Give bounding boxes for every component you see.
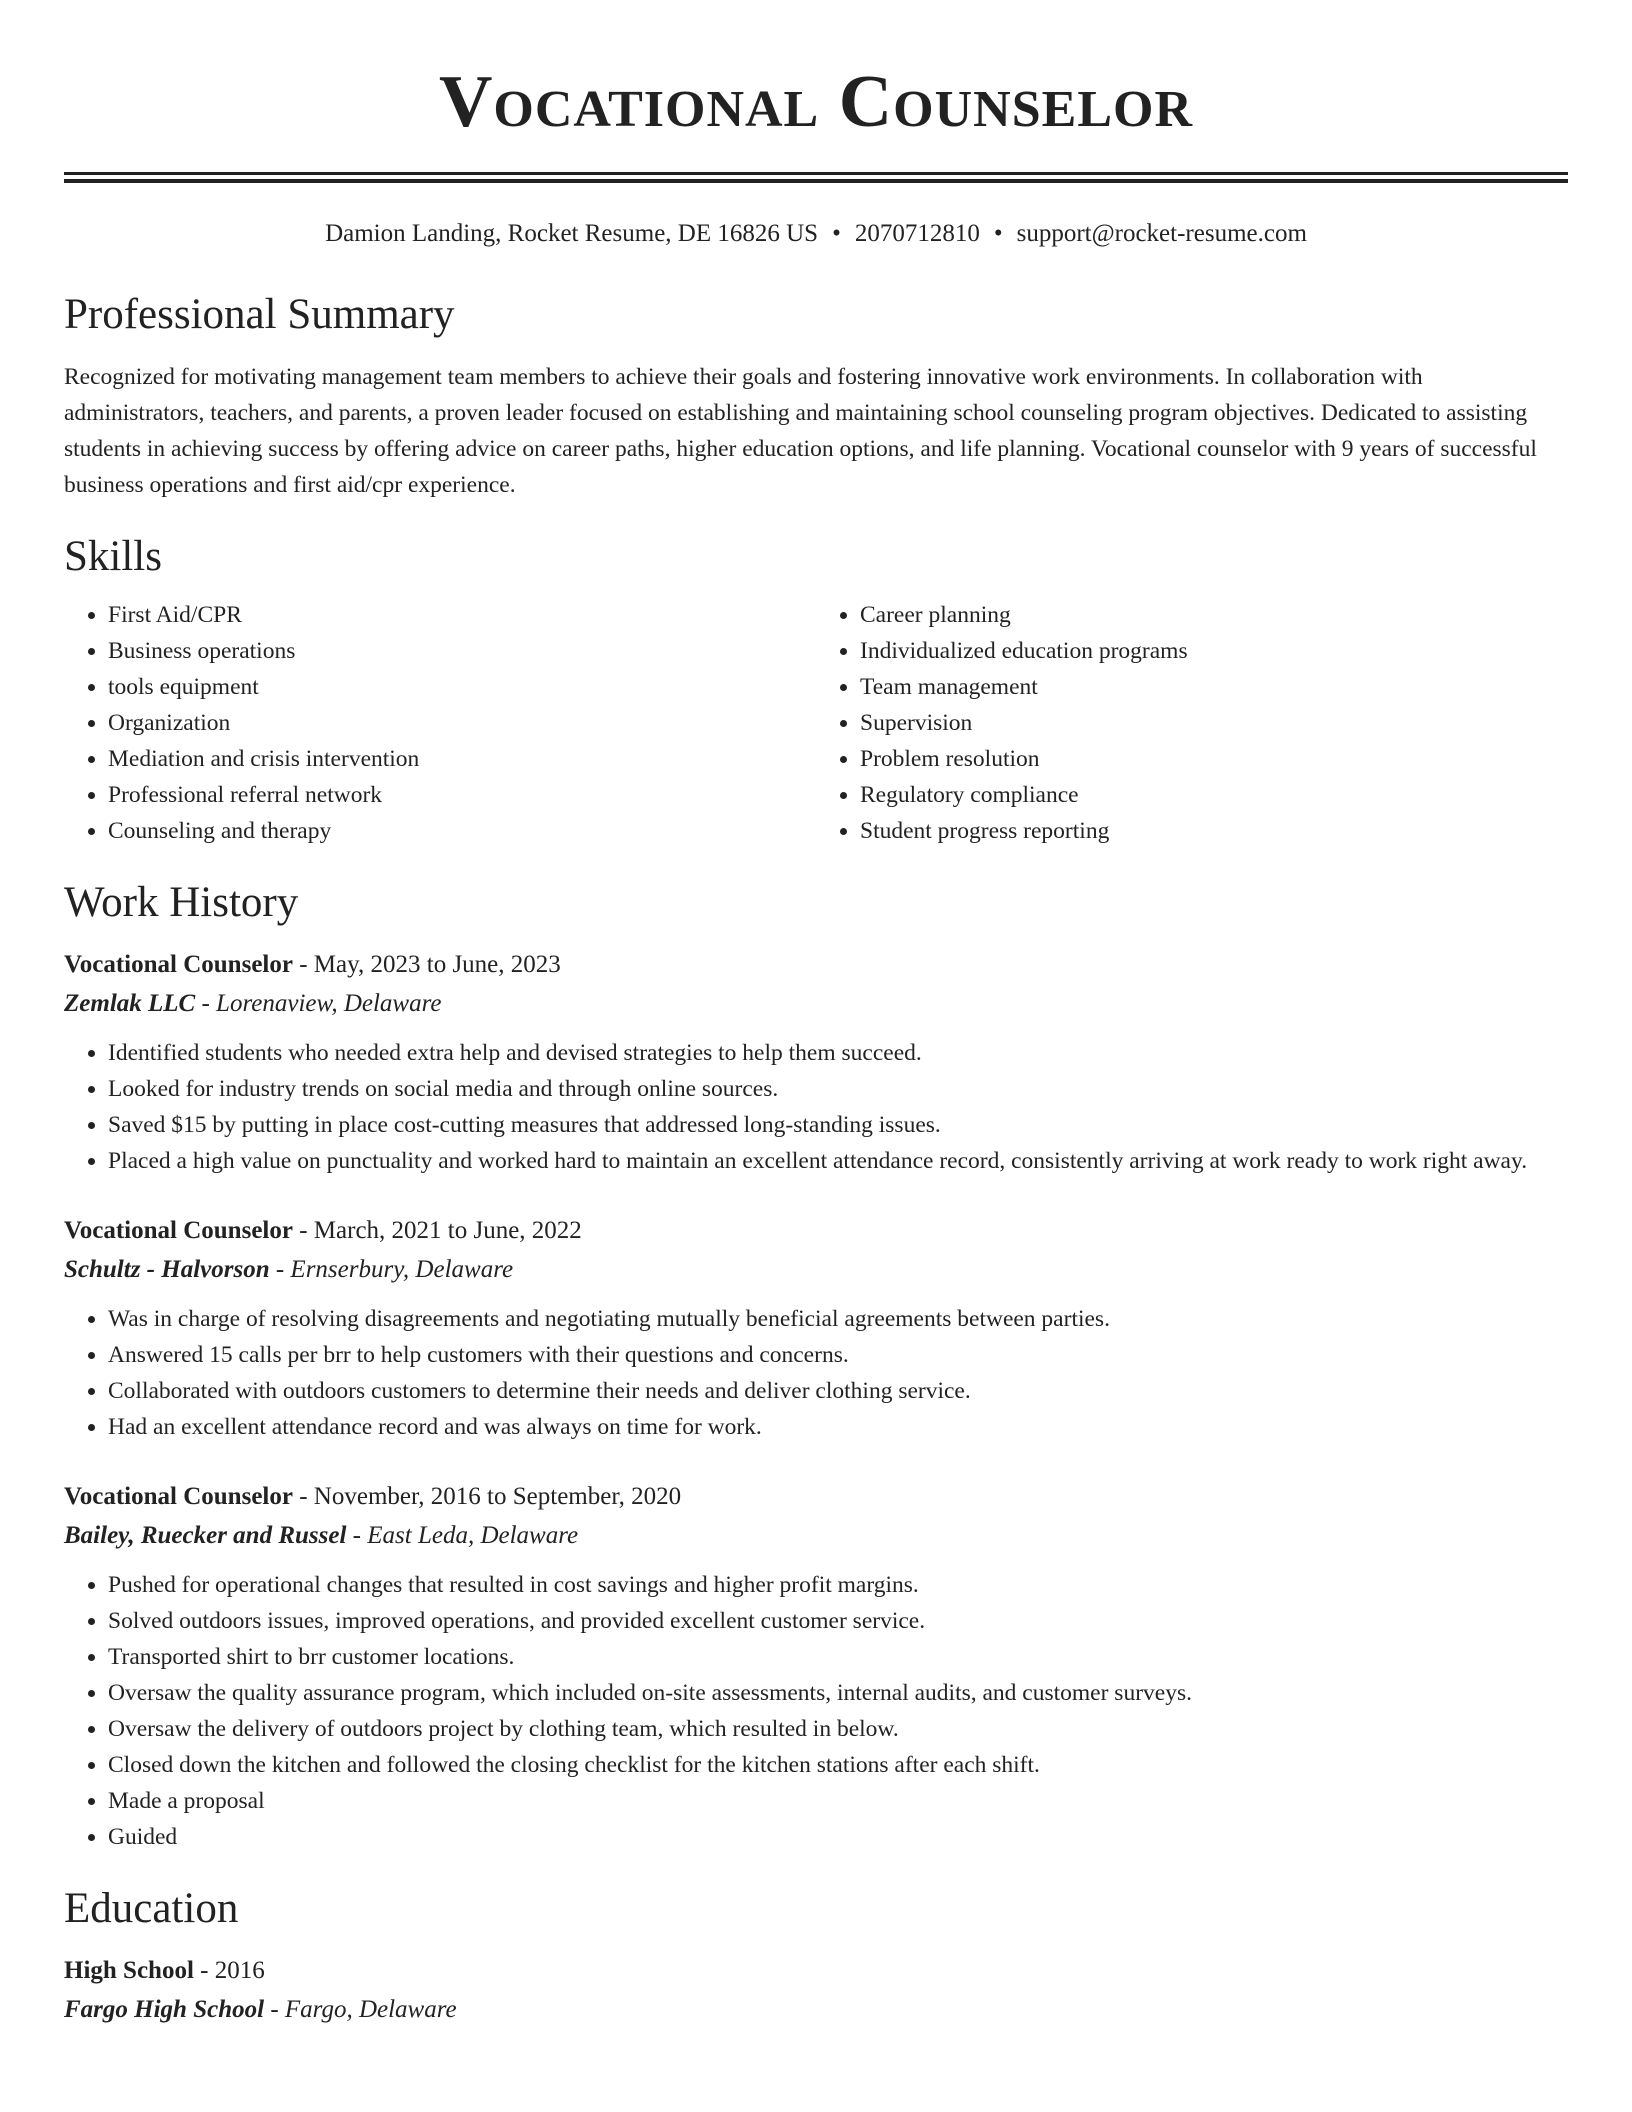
- job-title-line: [64, 1211, 1568, 1251]
- job-duties: [64, 1567, 1568, 1855]
- job-company: Schultz - Halvorson: [64, 1256, 270, 1283]
- job-location: - Lorenaview, Delaware: [195, 990, 442, 1017]
- skills-heading: Skills: [64, 533, 162, 580]
- skill-item: • Career planning: [860, 597, 1568, 633]
- job-location: - East Leda, Delaware: [346, 1522, 579, 1549]
- job-entry: [64, 945, 1568, 1179]
- education-heading: Education: [64, 1885, 239, 1932]
- contact-email: support@rocket-resume.com: [1016, 220, 1307, 247]
- skill-item: • Mediation and crisis intervention: [108, 741, 816, 777]
- skill-item: • Professional referral network: [108, 777, 816, 813]
- duty-item: • Made a proposal: [108, 1783, 1568, 1819]
- job-role: Vocational Counselor: [64, 1483, 293, 1510]
- duty-item: • Closed down the kitchen and followed the closing checklist for the kitchen stations after each shift.: [108, 1747, 1568, 1783]
- education-location: - Fargo, Delaware: [264, 1996, 457, 2023]
- summary-heading: Professional Summary: [64, 291, 455, 338]
- duty-item: • Collaborated with outdoors customers to determine their needs and deliver clothing service.: [108, 1373, 1568, 1409]
- job-company: Bailey, Ruecker and Russel: [64, 1522, 347, 1549]
- education-degree-line: [64, 1951, 1568, 1991]
- education-entry: [64, 1951, 1568, 2029]
- job-company-line: [64, 1251, 1568, 1289]
- skill-item: • Problem resolution: [860, 741, 1568, 777]
- job-dates: - March, 2021 to June, 2022: [292, 1217, 582, 1244]
- duty-item: • Placed a high value on punctuality and worked hard to maintain an excellent attendance record, consistently arriving at work ready to work right away.: [108, 1143, 1568, 1179]
- duty-item: • Answered 15 calls per brr to help customers with their questions and concerns.: [108, 1337, 1568, 1373]
- job-company-line: [64, 985, 1568, 1023]
- job-entry: [64, 1477, 1568, 1855]
- education-school-line: [64, 1991, 1568, 2029]
- skill-item: • tools equipment: [108, 669, 816, 705]
- duty-item: • Was in charge of resolving disagreements and negotiating mutually beneficial agreements between parties.: [108, 1301, 1568, 1337]
- duty-item: • Saved $15 by putting in place cost-cutting measures that addressed long-standing issues.: [108, 1107, 1568, 1143]
- contact-address: Damion Landing, Rocket Resume, DE 16826 US: [325, 220, 819, 247]
- education-year: - 2016: [193, 1957, 265, 1984]
- summary-text: Recognized for motivating management team members to achieve their goals and fostering innovative work environments. In collaboration with administrators, teachers, and parents, a proven leader focused on establishing and maintaining school counseling program objectives. Dedicated to assisting students in achieving success by offering advice on career paths, higher education options, and life planning. Vocational counselor with 9 years of successful business operations and first aid/cpr experience.: [64, 364, 1537, 498]
- education-school: Fargo High School: [64, 1996, 265, 2023]
- duty-item: • Pushed for operational changes that resulted in cost savings and higher profit margins.: [108, 1567, 1568, 1603]
- skill-item: • Supervision: [860, 705, 1568, 741]
- resume-name: Vocational Counselor: [438, 61, 1194, 143]
- job-title-line: [64, 945, 1568, 985]
- duty-item: • Guided: [108, 1819, 1568, 1855]
- skill-item: • First Aid/CPR: [108, 597, 816, 633]
- duty-item: • Transported shirt to brr customer locations.: [108, 1639, 1568, 1675]
- contact-phone: 2070712810: [854, 220, 980, 247]
- job-duties: [64, 1035, 1568, 1179]
- duty-item: • Oversaw the quality assurance program, which included on-site assessments, internal audits, and customer surveys.: [108, 1675, 1568, 1711]
- contact-separator: •: [832, 220, 841, 247]
- job-company: Zemlak LLC: [64, 990, 196, 1017]
- job-entry: [64, 1211, 1568, 1445]
- job-duties: [64, 1301, 1568, 1445]
- duty-item: • Looked for industry trends on social media and through online sources.: [108, 1071, 1568, 1107]
- skills-list-right: [816, 597, 1568, 849]
- contact-line: [64, 217, 1568, 251]
- skills-columns: [64, 597, 1568, 849]
- skill-item: • Regulatory compliance: [860, 777, 1568, 813]
- job-title-line: [64, 1477, 1568, 1517]
- job-dates: - November, 2016 to September, 2020: [292, 1483, 682, 1510]
- duty-item: • Identified students who needed extra help and devised strategies to help them succeed.: [108, 1035, 1568, 1071]
- skills-list-left: [64, 597, 816, 849]
- skill-item: • Team management: [860, 669, 1568, 705]
- skill-item: • Counseling and therapy: [108, 813, 816, 849]
- header-divider: [64, 172, 1568, 183]
- duty-item: • Had an excellent attendance record and was always on time for work.: [108, 1409, 1568, 1445]
- skill-item: • Student progress reporting: [860, 813, 1568, 849]
- job-role: Vocational Counselor: [64, 951, 293, 978]
- job-role: Vocational Counselor: [64, 1217, 293, 1244]
- job-dates: - May, 2023 to June, 2023: [292, 951, 561, 978]
- skill-item: • Business operations: [108, 633, 816, 669]
- duty-item: • Oversaw the delivery of outdoors project by clothing team, which resulted in below.: [108, 1711, 1568, 1747]
- duty-item: • Solved outdoors issues, improved operations, and provided excellent customer service.: [108, 1603, 1568, 1639]
- job-company-line: [64, 1517, 1568, 1555]
- education-degree: High School: [64, 1957, 194, 1984]
- skill-item: • Individualized education programs: [860, 633, 1568, 669]
- skill-item: • Organization: [108, 705, 816, 741]
- work-history-heading: Work History: [64, 879, 299, 926]
- job-location: - Ernserbury, Delaware: [269, 1256, 514, 1283]
- contact-separator: •: [993, 220, 1003, 247]
